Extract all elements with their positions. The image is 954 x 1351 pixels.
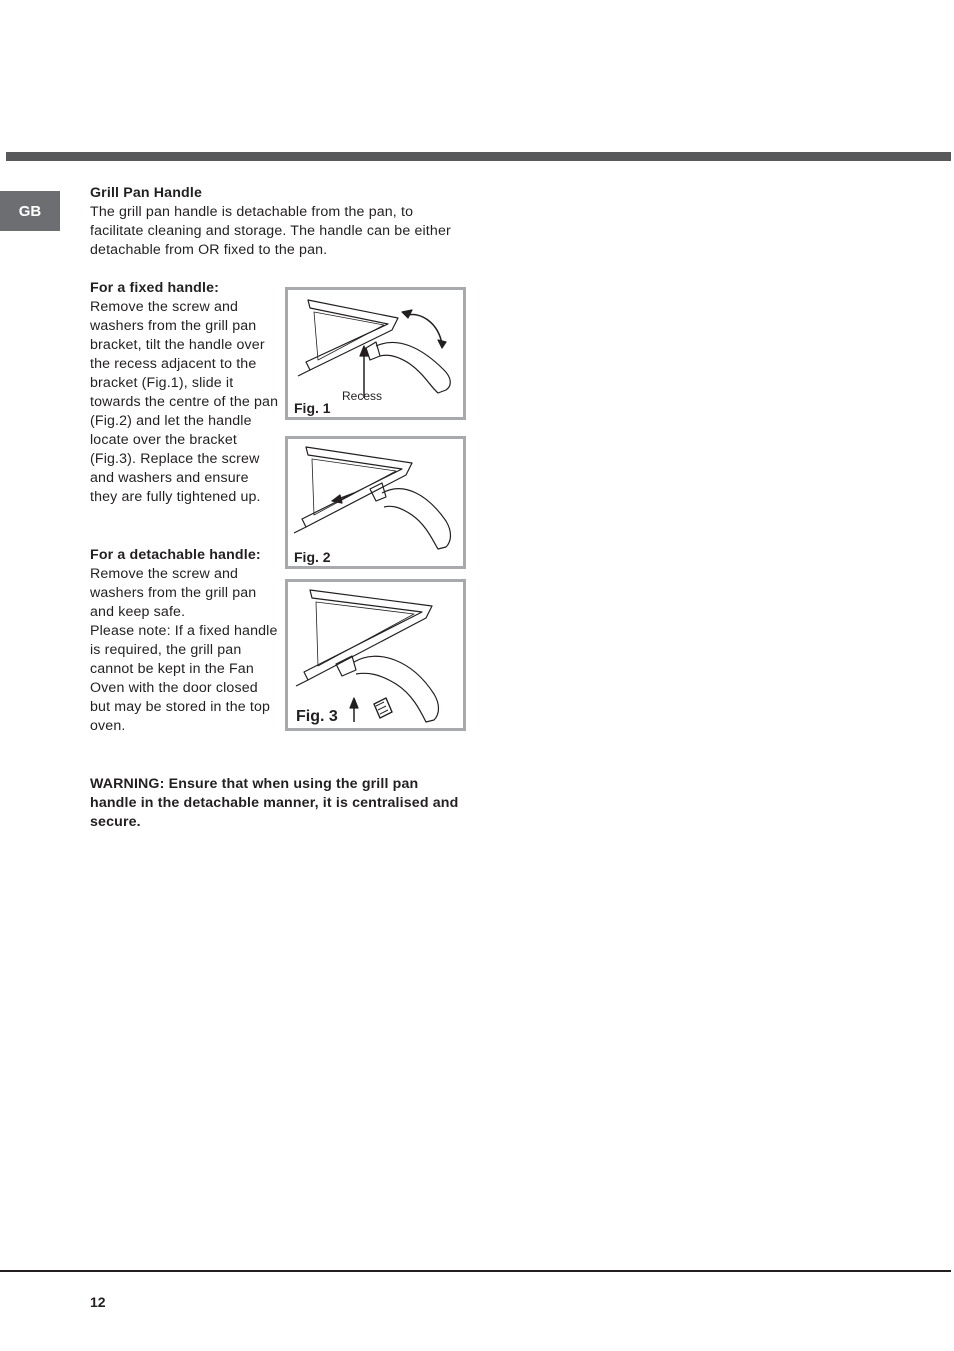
figure-2-label: Fig. 2 bbox=[294, 549, 331, 565]
grill-pan-slide-illustration bbox=[288, 439, 463, 566]
fixed-handle-heading: For a fixed handle: bbox=[90, 280, 219, 296]
section-heading: Grill Pan Handle bbox=[90, 185, 202, 201]
figure-2 bbox=[285, 436, 466, 569]
warning-text: WARNING: Ensure that when using the grill pan handle in the detachable manner, it is centralised and secure. bbox=[90, 776, 459, 830]
figure-1-label: Fig. 1 bbox=[294, 400, 331, 416]
language-tab: GB bbox=[0, 191, 60, 231]
intro-section bbox=[90, 184, 460, 260]
figure-3 bbox=[285, 579, 466, 731]
figure-3-label: Fig. 3 bbox=[296, 708, 338, 725]
detachable-handle-text: Remove the screw and washers from the grill pan and keep safe. bbox=[90, 566, 257, 620]
fixed-handle-section bbox=[90, 279, 280, 507]
fixed-handle-text: Remove the screw and washers from the grill pan bracket, tilt the handle over the recess adjacent to the bracket (Fig.1), slide it towards the centre of the pan (Fig.2) and let the handle locate over the bracket (Fig.3). Replace the screw and washers and ensure they are fully tightened up. bbox=[90, 299, 279, 505]
page-number: 12 bbox=[90, 1294, 106, 1310]
grill-pan-fixed-illustration bbox=[288, 582, 463, 728]
figure-1 bbox=[285, 287, 466, 420]
footer-rule bbox=[0, 1270, 951, 1272]
header-bar bbox=[6, 152, 951, 161]
detachable-handle-heading: For a detachable handle: bbox=[90, 547, 261, 563]
detachable-handle-note: Please note: If a fixed handle is required, the grill pan cannot be kept in the Fan Oven with the door closed but may be stored in the top oven. bbox=[90, 623, 278, 734]
intro-text: The grill pan handle is detachable from the pan, to facilitate cleaning and storage. The handle can be either detachable from OR fixed to the pan. bbox=[90, 204, 451, 258]
recess-label: Recess bbox=[342, 389, 383, 403]
detachable-handle-section bbox=[90, 546, 280, 736]
